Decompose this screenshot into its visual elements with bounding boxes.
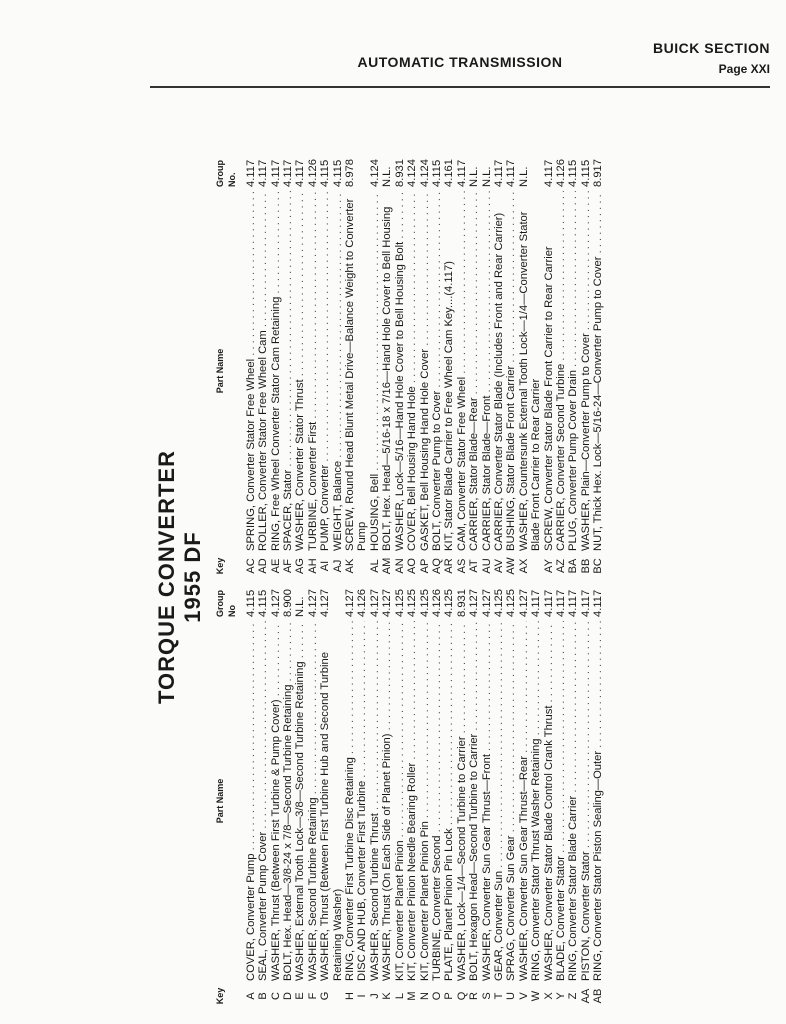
part-group-number: 4.117 (530, 589, 543, 617)
part-group-number: 4.161 (443, 159, 456, 187)
part-group-number: 4.125 (505, 589, 518, 617)
part-name (431, 187, 443, 555)
part-key: M (406, 991, 419, 1001)
part-name (381, 187, 393, 555)
part-name (580, 617, 592, 985)
part-row (505, 577, 517, 1007)
part-key: I (356, 994, 369, 998)
part-name-text: SCREW, Converter Stator Blade Front Carrier to Rear Carrier (542, 246, 555, 551)
part-name-text: KIT, Converter Planet Pinion Pin . . . (419, 621, 431, 981)
part-group-number: 4.117 (505, 159, 518, 187)
part-group-number: 4.125 (406, 589, 419, 617)
part-name-text: WASHER, Converter Sun Gear Thrust—Front . . . (481, 621, 493, 981)
part-group-number: 4.117 (294, 159, 307, 187)
part-group-number: 4.117 (492, 159, 505, 187)
part-name-text: WASHER, Thrust (Between First Turbine & Pump Cover) . . . (270, 621, 282, 981)
part-group-number: 4.124 (406, 159, 419, 187)
part-row (456, 147, 468, 577)
section-label: BUICK SECTION (653, 40, 770, 56)
part-row (307, 577, 319, 1007)
part-name-text: BOLT, Converter Pump to Cover . . . (431, 191, 443, 551)
part-name (394, 187, 406, 555)
part-key: AZ (554, 558, 567, 574)
part-row (592, 147, 604, 577)
part-name-text: CARRIER, Stator Blade—Rear . . . (468, 191, 480, 551)
part-name-text: WASHER, Plain—Converter Pump to Cover . . . (580, 191, 592, 551)
part-row (356, 577, 368, 1007)
part-row (319, 147, 331, 577)
part-key: BB (579, 558, 592, 574)
part-key: AV (492, 559, 505, 573)
part-group-number: 8.931 (455, 589, 468, 617)
part-name (518, 617, 530, 985)
part-row (592, 577, 604, 1007)
part-name (468, 187, 480, 555)
part-row (481, 147, 493, 577)
part-name-text: SPRAG, Converter Sun Gear . . . (505, 621, 517, 981)
part-name (344, 617, 356, 985)
part-name (282, 617, 294, 985)
part-key: AX (517, 558, 530, 574)
part-name (270, 187, 282, 555)
part-key: BC (592, 558, 605, 574)
part-name (369, 617, 381, 985)
part-name-text: CARRIER, Converter Second Turbine . . . (555, 191, 567, 551)
part-name-text: DISC AND HUB, Converter First Turbine . . . (356, 621, 368, 981)
part-name (567, 187, 579, 555)
part-group-number: N.L. (480, 166, 493, 187)
part-key: Y (554, 992, 567, 1000)
part-name (356, 617, 368, 985)
rotated-parts-table (154, 147, 774, 1007)
part-key: AU (480, 558, 493, 574)
part-row (394, 147, 406, 577)
part-name-text: WASHER, Thrust (On Each Side of Planet Pinion) . . . (381, 621, 393, 981)
part-name-text: RING, Free Wheel Converter Stator Cam Retaining . . . (270, 191, 282, 551)
part-name (456, 617, 468, 985)
part-group-number: 4.117 (567, 589, 580, 617)
part-key: A (244, 992, 257, 1000)
part-name-text: WASHER, Second Turbine Retaining . . . (307, 621, 319, 981)
part-key: BA (567, 558, 580, 574)
part-group-number: 4.115 (257, 589, 270, 617)
part-name-text: SPACER, Stator . . . (282, 191, 294, 551)
part-group-number: 4.117 (579, 589, 592, 617)
part-name (245, 187, 257, 555)
part-row (456, 577, 468, 1007)
part-key: AH (306, 558, 319, 574)
column-header-left (214, 577, 243, 1007)
page-identifier (653, 40, 770, 76)
part-group-number: 4.115 (244, 589, 257, 617)
part-row (245, 577, 257, 1007)
part-name-text: WASHER, Lock—5/16—Hand Hole Cover to Bell Housing Bolt . . . (394, 191, 406, 551)
parts-list-left (245, 577, 605, 1007)
part-key: O (430, 991, 443, 1001)
part-name (270, 617, 282, 985)
part-name (443, 187, 455, 555)
part-key: AB (592, 988, 605, 1004)
part-group-number: N.L. (468, 166, 481, 187)
part-row (406, 147, 418, 577)
part-name-header: Part Name (215, 348, 225, 394)
part-name (294, 617, 306, 985)
running-header: AUTOMATIC TRANSMISSION (357, 54, 563, 70)
part-row (443, 577, 455, 1007)
part-name (431, 617, 443, 985)
part-row (344, 147, 369, 577)
part-key: AN (393, 558, 406, 574)
part-name (319, 617, 344, 985)
part-group-number: 4.127 (344, 589, 357, 617)
part-row (493, 147, 505, 577)
table-title (154, 147, 206, 1007)
part-row (307, 147, 319, 577)
part-group-number: 4.127 (480, 589, 493, 617)
part-row (555, 147, 567, 577)
part-name (282, 187, 294, 555)
part-key: Q (455, 991, 468, 1001)
part-group-number: 4.117 (455, 159, 468, 187)
part-key: B (257, 992, 270, 1000)
part-name-text: PLUG, Converter Pump Cover Drain . . . (567, 191, 579, 551)
part-row (567, 577, 579, 1007)
part-name-text: RING, Converter Stator Thrust Washer Retaining . . . (530, 621, 542, 981)
part-name-text: WASHER, Countersunk External Tooth Lock—1/4—Converter Stator Blade Front Carrier to Rear Carrier (517, 211, 543, 551)
part-row (468, 147, 480, 577)
part-key: AG (294, 558, 307, 574)
part-key: AC (244, 558, 257, 574)
part-group-number: 4.127 (368, 589, 381, 617)
part-row (282, 147, 294, 577)
part-name (257, 187, 269, 555)
part-name-text: COVER, Converter Pump . . . (245, 621, 257, 981)
part-row (344, 577, 356, 1007)
part-key: AQ (430, 558, 443, 574)
part-name-text: RING, Converter First Turbine Disc Retaining . . . (344, 621, 356, 981)
part-group-number: 4.117 (282, 159, 295, 187)
part-row (294, 147, 306, 577)
part-name-text: WASHER, Converter Stator Blade Control Crank Thrust . . . (543, 621, 555, 981)
part-group-number: 4.117 (244, 159, 257, 187)
part-group-number: 4.127 (319, 589, 332, 617)
part-name (518, 187, 543, 555)
part-name (530, 617, 542, 985)
part-group-number: 4.127 (381, 589, 394, 617)
part-name-text: RING, Converter Stator Piston Sealing—Outer . . . (592, 621, 604, 981)
part-group-number: 8.900 (282, 589, 295, 617)
part-row (481, 577, 493, 1007)
part-name (493, 187, 505, 555)
part-row (518, 147, 543, 577)
part-name (555, 617, 567, 985)
part-name (493, 617, 505, 985)
part-row (468, 577, 480, 1007)
part-group-number: 4.126 (306, 159, 319, 187)
part-name (394, 617, 406, 985)
part-name-text: CAM, Converter Stator Free Wheel . . . (456, 191, 468, 551)
part-key: AD (257, 558, 270, 574)
part-group-number: 4.117 (269, 159, 282, 187)
part-name-text: BOLT, Hexagon Head—Second Turbine to Carrier . . . (468, 621, 480, 981)
part-row (543, 147, 555, 577)
part-row (419, 147, 431, 577)
part-name-text: KIT, Stator Blade Carrier to Free Wheel Cam Key....(4.117) (443, 261, 456, 551)
part-group-number: 4.127 (468, 589, 481, 617)
part-name-text: BLADE, Converter Stator . . . (555, 621, 567, 981)
part-name-text: PUMP, Converter . . . (319, 191, 331, 551)
header-rule (150, 86, 770, 88)
part-key: F (306, 992, 319, 1000)
part-row (270, 147, 282, 577)
part-group-number: N.L. (294, 596, 307, 617)
part-name (580, 187, 592, 555)
part-key: H (344, 992, 357, 1000)
part-key: K (381, 992, 394, 1000)
part-name-text: ROLLER, Converter Stator Free Wheel Cam . . . (257, 191, 269, 551)
part-name-text: HOUSING, Bell . . . (369, 191, 381, 551)
part-key: AS (455, 558, 468, 574)
part-group-number: 4.125 (492, 589, 505, 617)
part-name (419, 617, 431, 985)
part-group-number: 8.917 (592, 159, 605, 187)
part-key: E (294, 992, 307, 1000)
part-group-number: 4.125 (443, 589, 456, 617)
part-key: U (505, 992, 518, 1000)
part-name (319, 187, 331, 555)
part-group-number: 4.125 (393, 589, 406, 617)
part-name (245, 617, 257, 985)
part-row (381, 147, 393, 577)
part-key: AM (381, 557, 394, 575)
part-key: V (517, 992, 530, 1000)
part-name-text: COVER, Bell Housing Hand Hole . . . (406, 191, 418, 551)
part-row (294, 577, 306, 1007)
part-name-text: GASKET, Bell Housing Hand Hole Cover . . . (419, 191, 431, 551)
part-group-number: N.L. (517, 166, 530, 187)
part-row (245, 147, 257, 577)
part-group-number: 4.126 (430, 589, 443, 617)
key-header: Key (215, 557, 225, 575)
part-key: AA (579, 988, 592, 1004)
part-name-text: PISTON, Converter Stator . . . (580, 621, 592, 981)
part-name (294, 187, 306, 555)
part-name-header: Part Name (215, 778, 225, 824)
part-name (505, 617, 517, 985)
part-group-number: 4.126 (356, 589, 369, 617)
part-name-text: SCREW, Round Head Blunt Metal Drive—Balance Weight to Converter Pump (344, 198, 369, 551)
part-key: AT (468, 559, 481, 573)
part-row (406, 577, 418, 1007)
part-key: D (282, 992, 295, 1000)
part-row (555, 577, 567, 1007)
part-row (518, 577, 530, 1007)
part-row (381, 577, 393, 1007)
part-name (555, 187, 567, 555)
part-name (456, 187, 468, 555)
part-group-number: 4.115 (331, 159, 344, 187)
part-name-text: GEAR, Converter Sun . . . (493, 621, 505, 981)
part-group-number: N.L. (381, 166, 394, 187)
part-group-number: 8.931 (393, 159, 406, 187)
part-name (481, 617, 493, 985)
part-name-text: TURBINE, Converter First . . . (307, 191, 319, 551)
part-key: AJ (331, 559, 344, 573)
part-name (406, 617, 418, 985)
title-line-1: TORQUE CONVERTER (154, 450, 179, 704)
parts-column-right (214, 147, 605, 577)
part-row (431, 147, 443, 577)
part-name-text: RING, Converter Stator Blade Carrier . . . (567, 621, 579, 981)
part-name (592, 187, 604, 555)
part-key: AI (319, 560, 332, 572)
part-key: Z (567, 992, 580, 1000)
part-name (419, 187, 431, 555)
part-row (332, 147, 344, 577)
part-group-number: 4.127 (517, 589, 530, 617)
part-group-number: 4.115 (430, 159, 443, 187)
part-key: P (443, 992, 456, 1000)
part-key: AF (282, 558, 295, 574)
key-header: Key (215, 987, 225, 1005)
part-name (443, 617, 455, 985)
part-key: C (269, 992, 282, 1000)
part-group-number: 4.115 (579, 159, 592, 187)
part-group-number: 4.126 (554, 159, 567, 187)
part-name-text: WASHER, Thrust (Between First Turbine Hub and Second Turbine Retaining Washer) (319, 652, 344, 981)
part-name-text: WASHER, External Tooth Lock—3/8—Second Turbine Retaining . . . (294, 621, 306, 981)
part-row (419, 577, 431, 1007)
part-name-text: BUSHING, Stator Blade Front Carrier . . . (505, 191, 517, 551)
part-row (394, 577, 406, 1007)
part-row (580, 147, 592, 577)
part-name-text: TURBINE, Converter Second . . . (431, 621, 443, 981)
group-header: Group No (215, 590, 238, 617)
part-key: AL (368, 559, 381, 573)
column-header-right (214, 147, 243, 577)
part-name (307, 187, 319, 555)
part-group-number: 4.117 (542, 159, 555, 187)
part-row (282, 577, 294, 1007)
parts-list-right (245, 147, 605, 577)
part-row (257, 147, 269, 577)
part-key: T (492, 992, 505, 1000)
part-key: N (418, 992, 431, 1000)
part-name-text: NUT, Thick Hex. Lock—5/16-24—Converter Pump to Cover . . . (592, 191, 604, 551)
part-row (369, 147, 381, 577)
part-name-text: KIT, Converter Planet Pinion . . . (394, 621, 406, 981)
part-row (257, 577, 269, 1007)
part-group-number: 4.124 (418, 159, 431, 187)
part-key: L (393, 992, 406, 1000)
part-row (580, 577, 592, 1007)
part-name-text: BOLT, Hex. Head—5/16-18 x 7/16—Hand Hole Cover to Bell Housing (381, 206, 394, 551)
part-group-number: 4.117 (592, 589, 605, 617)
part-group-number: 4.117 (542, 589, 555, 617)
group-header: Group No. (215, 160, 238, 187)
part-key: J (368, 993, 381, 999)
parts-column-left (214, 577, 605, 1007)
part-key: AO (406, 558, 419, 574)
part-name-text: KIT, Converter Pinion Needle Bearing Roller . . . (406, 621, 418, 981)
part-name-text: WEIGHT, Balance . . . (332, 191, 344, 551)
part-name (567, 617, 579, 985)
part-key: X (542, 992, 555, 1000)
part-group-number: 4.125 (418, 589, 431, 617)
part-group-number: 4.127 (306, 589, 319, 617)
part-name (307, 617, 319, 985)
part-group-number: 4.117 (257, 159, 270, 187)
part-row (543, 577, 555, 1007)
part-name (543, 187, 555, 555)
part-name (381, 617, 393, 985)
part-row (443, 147, 455, 577)
part-name (468, 617, 480, 985)
part-key: S (480, 992, 493, 1000)
part-key: AW (505, 557, 518, 575)
part-name-text: WASHER, Second Turbine Thrust . . . (369, 621, 381, 981)
part-group-number: 8.978 (344, 159, 357, 187)
part-name (481, 187, 493, 555)
part-key: R (468, 992, 481, 1000)
part-group-number: 4.124 (368, 159, 381, 187)
part-row (431, 577, 443, 1007)
part-name (332, 187, 344, 555)
part-row (493, 577, 505, 1007)
part-name-text: WASHER, Converter Stator Thrust . . . (294, 191, 306, 551)
part-name-text: CARRIER, Stator Blade—Front . . . (481, 191, 493, 551)
part-key: AE (269, 558, 282, 574)
part-name (344, 187, 369, 555)
part-name (505, 187, 517, 555)
part-name-text: SEAL, Converter Pump Cover . . . (257, 621, 269, 981)
part-name (543, 617, 555, 985)
part-row (369, 577, 381, 1007)
part-key: AY (542, 559, 555, 573)
part-name (257, 617, 269, 985)
title-line-2: 1955 DF (180, 531, 205, 623)
part-name-text: PLATE, Planet Pinion Pin Lock . . . (443, 621, 455, 981)
part-name (592, 617, 604, 985)
part-name (369, 187, 381, 555)
part-key: AP (418, 558, 431, 574)
part-key: AK (344, 558, 357, 574)
part-group-number: 4.115 (319, 159, 332, 187)
page-number: Page XXI (718, 62, 770, 76)
part-name-text: BOLT, Hex. Head—3/8-24 x 7/8—Second Turbine Retaining . . . (282, 621, 294, 981)
part-key: AR (443, 558, 456, 574)
part-row (319, 577, 344, 1007)
part-group-number: 4.117 (554, 589, 567, 617)
part-name (406, 187, 418, 555)
part-row (270, 577, 282, 1007)
part-row (505, 147, 517, 577)
part-name-text: CARRIER, Converter Stator Blade (Includes Front and Rear Carrier) (492, 212, 505, 551)
part-name-text: SPRING, Converter Stator Free Wheel . . . (245, 191, 257, 551)
part-key: W (530, 990, 543, 1002)
part-row (530, 577, 542, 1007)
part-group-number: 4.115 (567, 159, 580, 187)
part-row (567, 147, 579, 577)
part-group-number: 4.127 (269, 589, 282, 617)
part-name-text: WASHER, Lock—1/4—Second Turbine to Carrier . . . (456, 621, 468, 981)
part-name-text: WASHER, Converter Sun Gear Thrust—Rear . . . (518, 621, 530, 981)
part-key: G (319, 991, 332, 1001)
